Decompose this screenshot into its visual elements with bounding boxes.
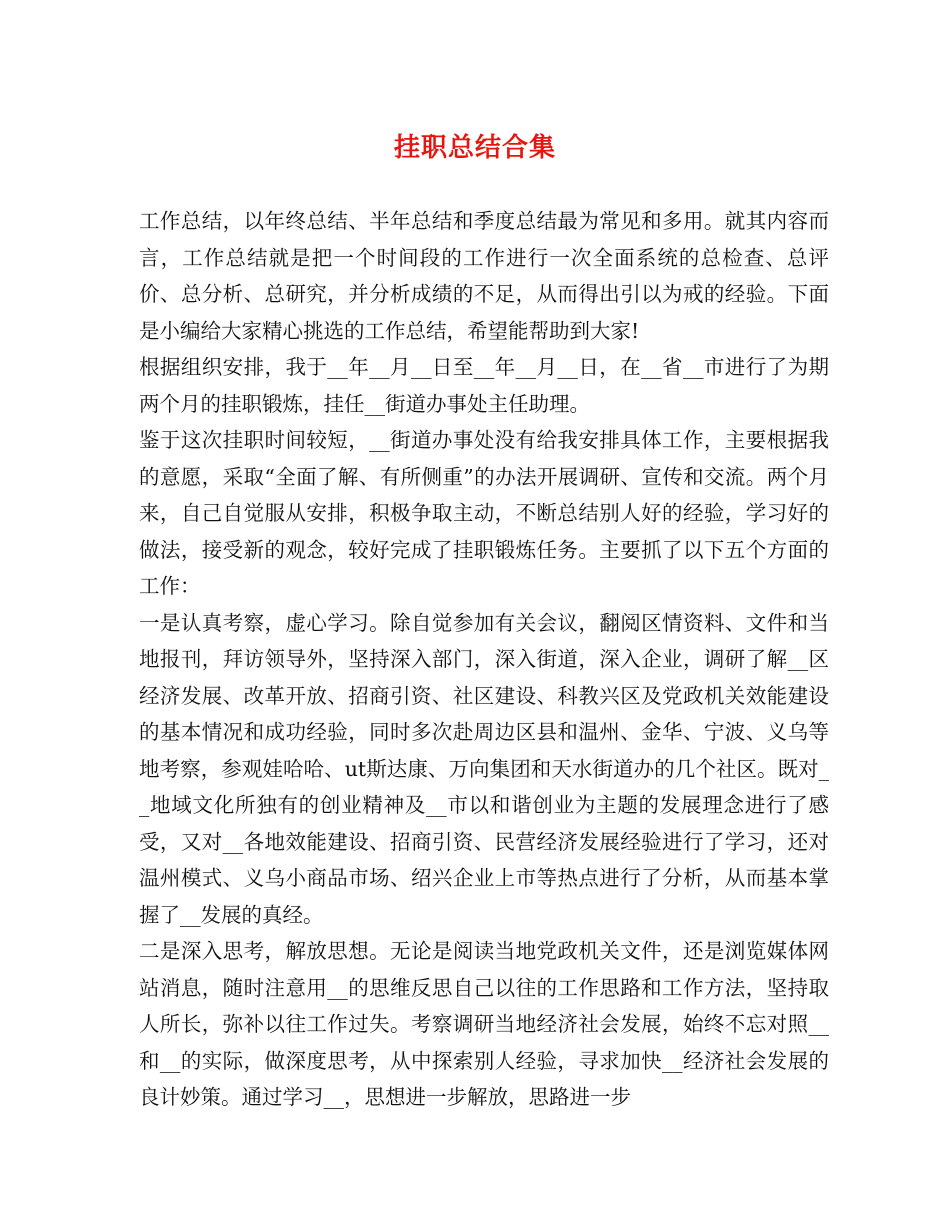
paragraph-item-one: 一是认真考察，虚心学习。除自觉参加有关会议，翻阅区情资料、文件和当地报刊，拜访领导外，坚持深入部门，深入街道，深入企业，调研了解__区经济发展、改革开放、招商引资、社区建设、科教兴区及党政机关效能建设的基本情况和成功经验，同时多次赴周边区县和温州、金华、宁波、义乌等地考察，参观娃哈哈、ut斯达康、万向集团和天水街道办的几个社区。既对__地域文化所独有的创业精神及__市以和谐创业为主题的发展理念进行了感受，又对__各地效能建设、招商引资、民营经济发展经验进行了学习，还对温州模式、义乌小商品市场、绍兴企业上市等热点进行了分析，从而基本掌握了__发展的真经。	[139, 610, 829, 927]
paragraph-intro: 工作总结，以年终总结、半年总结和季度总结最为常见和多用。就其内容而言，工作总结就是把一个时间段的工作进行一次全面系统的总检查、总评价、总分析、总研究，并分析成绩的不足，从而得出引以为戒的经验。下面是小编给大家精心挑选的工作总结，希望能帮助到大家!	[139, 209, 829, 343]
paragraph-arrangement: 根据组织安排，我于__年__月__日至__年__月__日，在__省__市进行了为期两个月的挂职锻炼，挂任__街道办事处主任助理。	[139, 355, 829, 416]
document-body	[139, 203, 829, 1116]
paragraph-item-two: 二是深入思考，解放思想。无论是阅读当地党政机关文件，还是浏览媒体网站消息，随时注意用__的思维反思自己以往的工作思路和工作方法，坚持取人所长，弥补以往工作过失。考察调研当地经济社会发展，始终不忘对照__和__的实际，做深度思考，从中探索别人经验，寻求加快__经济社会发展的良计妙策。通过学习__，思想进一步解放，思路进一步	[139, 939, 829, 1109]
document-title: 挂职总结合集	[393, 133, 556, 163]
paragraph-overview: 鉴于这次挂职时间较短，__街道办事处没有给我安排具体工作，主要根据我的意愿，采取“全面了解、有所侧重”的办法开展调研、宣传和交流。两个月来，自己自觉服从安排，积极争取主动，不断总结别人好的经验，学习好的做法，接受新的观念，较好完成了挂职锻炼任务。主要抓了以下五个方面的工作：	[139, 428, 829, 598]
